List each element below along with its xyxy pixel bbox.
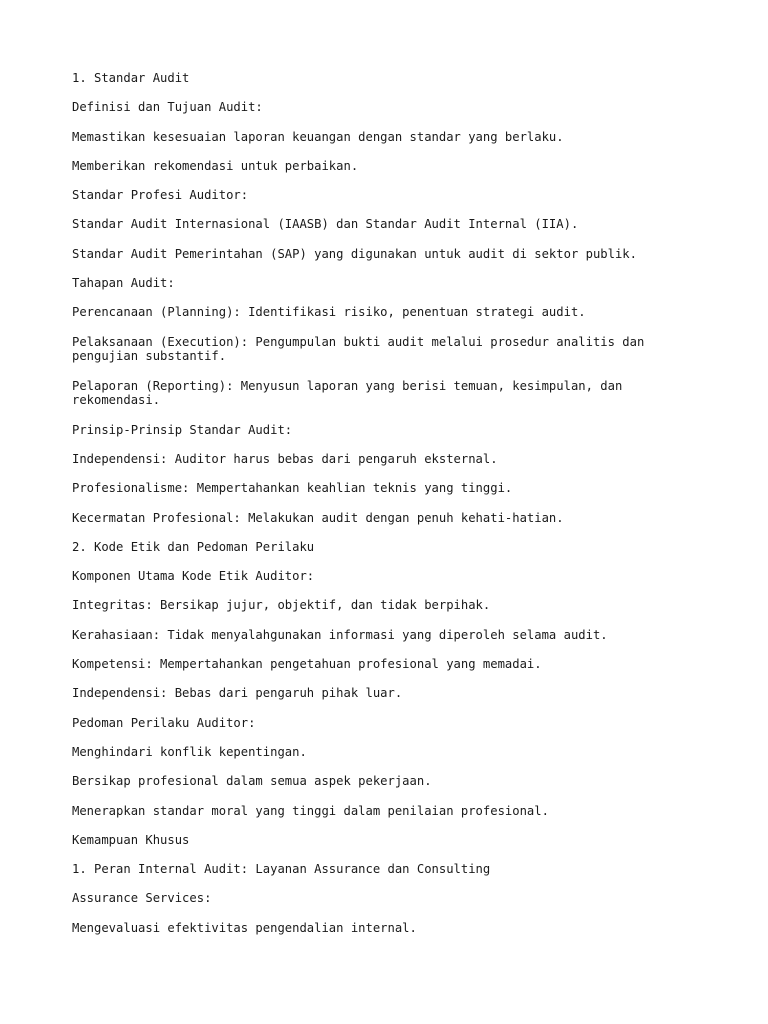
section-heading: 1. Standar Audit [72,71,190,85]
paragraph: Kecermatan Profesional: Melakukan audit dengan penuh kehati-hatian. [72,510,564,525]
paragraph: Kompetensi: Mempertahankan pengetahuan profesional yang memadai. [72,657,542,672]
paragraph: Mengevaluasi efektivitas pengendalian internal. [72,920,417,935]
document-page [72,71,712,950]
paragraph: Perencanaan (Planning): Identifikasi risiko, penentuan strategi audit. [72,305,586,320]
paragraph: Menerapkan standar moral yang tinggi dalam penilaian profesional. [72,803,549,818]
paragraph: Standar Audit Pemerintahan (SAP) yang digunakan untuk audit di sektor publik. [72,246,637,261]
subheading: Assurance Services: [72,891,212,906]
paragraph: Kerahasiaan: Tidak menyalahgunakan informasi yang diperoleh selama audit. [72,627,608,642]
subheading: Standar Profesi Auditor: [72,188,249,203]
subheading: Pedoman Perilaku Auditor: [72,715,256,730]
paragraph: Memberikan rekomendasi untuk perbaikan. [72,158,359,173]
section-heading: 1. Peran Internal Audit: Layanan Assurance dan Consulting [72,862,491,877]
subheading: Tahapan Audit: [72,276,175,291]
section-heading: 2. Kode Etik dan Pedoman Perilaku [72,539,315,554]
paragraph: Profesionalisme: Mempertahankan keahlian teknis yang tinggi. [72,481,513,496]
paragraph: Independensi: Bebas dari pengaruh pihak luar. [72,686,403,701]
subheading: Komponen Utama Kode Etik Auditor: [72,569,315,584]
paragraph: Pelaporan (Reporting): Menyusun laporan yang berisi temuan, kesimpulan, dan rekomendasi. [72,378,623,408]
subheading: Definisi dan Tujuan Audit: [72,100,263,115]
paragraph: Standar Audit Internasional (IAASB) dan Standar Audit Internal (IIA). [72,217,579,232]
paragraph: Bersikap profesional dalam semua aspek pekerjaan. [72,774,432,789]
paragraph: Menghindari konflik kepentingan. [72,744,307,759]
paragraph: Memastikan kesesuaian laporan keuangan dengan standar yang berlaku. [72,129,564,144]
subheading: Prinsip-Prinsip Standar Audit: [72,422,293,437]
paragraph: Integritas: Bersikap jujur, objektif, dan tidak berpihak. [72,598,491,613]
paragraph: Independensi: Auditor harus bebas dari pengaruh eksternal. [72,451,498,466]
section-heading: Kemampuan Khusus [72,832,190,847]
paragraph: Pelaksanaan (Execution): Pengumpulan bukti audit melalui prosedur analitis dan pengujian substantif. [72,334,645,364]
